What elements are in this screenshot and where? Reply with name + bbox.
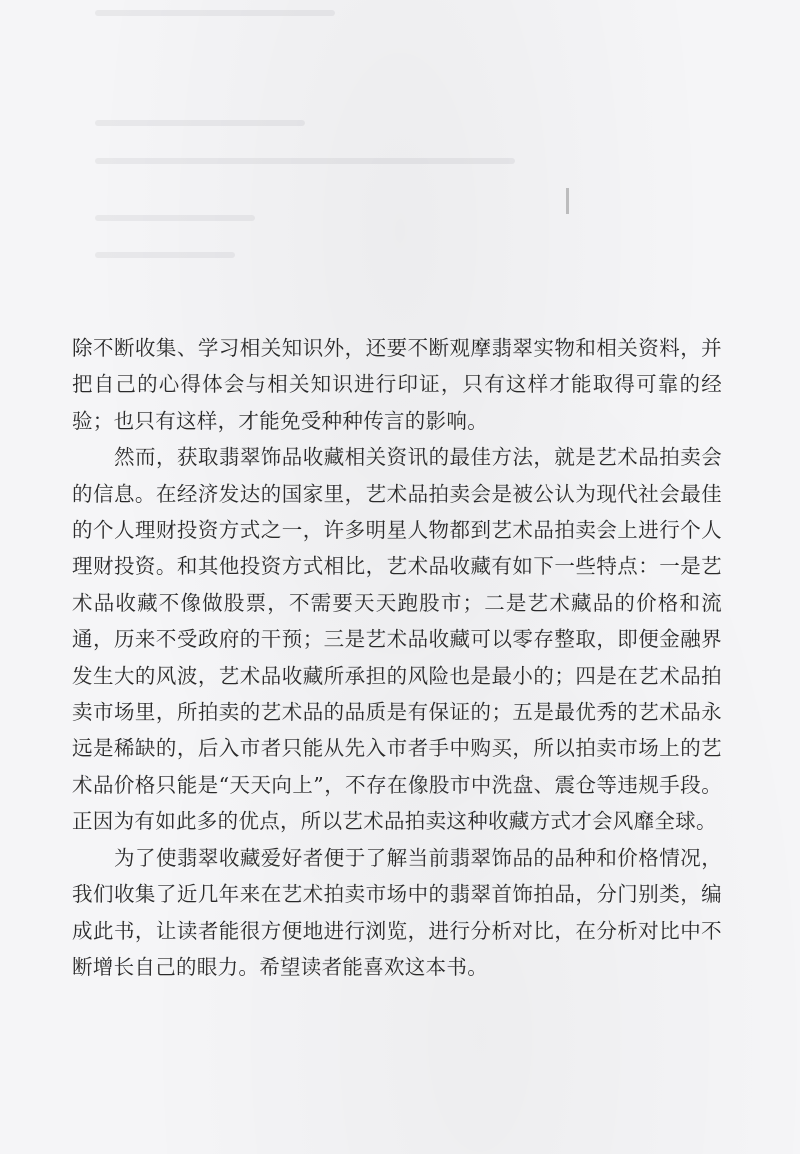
paragraph-continued: 除不断收集、学习相关知识外，还要不断观摩翡翠实物和相关资料，并把自己的心得体会与相关知识进行印证，只有这样才能取得可靠的经验；也只有这样，才能免受种种传言的影响。: [72, 336, 722, 433]
show-through-bleed: [95, 10, 335, 16]
paragraph-auction-info: 然而，获取翡翠饰品收藏相关资讯的最佳方法，就是艺术品拍卖会的信息。在经济发达的国家里，艺术品拍卖会是被公认为现代社会最佳的个人理财投资方式之一，许多明星人物都到艺术品拍卖会上进行个人理财投资。和其他投资方式相比，艺术品收藏有如下一些特点：一是艺术品收藏不像做股票，不需要天天跑股市；二是艺术藏品的价格和流通，历来不受政府的干预；三是艺术品收藏可以零存整取，即便金融界发生大的风波，艺术品收藏所承担的风险也是最小的；四是在艺术品拍卖市场里，所拍卖的艺术品的品质是有保证的；五是最优秀的艺术品永远是稀缺的，后入市者只能从先入市者手中购买，所以拍卖市场上的艺术品价格只能是“天天向上”，不存在像股市中洗盘、震仓等违规手段。正因为有如此多的优点，所以艺术品拍卖这种收藏方式才会风靡全球。: [72, 445, 722, 834]
show-through-bleed: [95, 120, 305, 126]
paragraph-book-purpose: 为了使翡翠收藏爱好者便于了解当前翡翠饰品的品种和价格情况，我们收集了近几年来在艺术拍卖市场中的翡翠首饰拍品，分门别类，编成此书，让读者能很方便地进行浏览，进行分析对比，在分析对比中不断增长自己的眼力。希望读者能喜欢这本书。: [72, 845, 722, 979]
show-through-bleed: [95, 252, 235, 258]
show-through-bleed: [95, 215, 255, 221]
show-through-bleed: [95, 158, 515, 164]
body-text: [72, 330, 722, 985]
ink-mark: [566, 188, 569, 214]
